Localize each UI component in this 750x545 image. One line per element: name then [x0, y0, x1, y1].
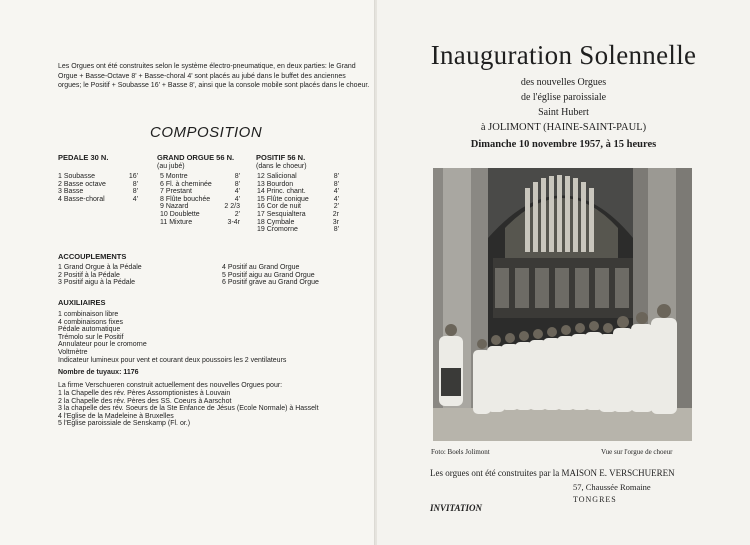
stop-name: 14 Princ. chant.	[257, 188, 306, 196]
list-line: 1 la Chapelle des rév. Pères Assomptionistes à Louvain	[58, 390, 231, 397]
stop-size: 3r	[332, 218, 339, 226]
positif-stops	[257, 173, 339, 234]
stop-row	[160, 196, 240, 204]
stop-row	[58, 173, 138, 181]
list-line: Pédale automatique	[58, 326, 121, 334]
stop-row	[257, 188, 339, 196]
list-line: 2 la Chapelle des rév. Pères des SS. Coeurs à Aarschot	[58, 397, 232, 405]
list-line: 4 Positif au Grand Orgue	[222, 264, 300, 271]
list-line: 2 Positif à la Pédale	[58, 271, 120, 279]
stop-row	[160, 181, 240, 189]
stop-size: 4'	[333, 188, 339, 196]
stop-name: 17 Sesquialtera	[257, 210, 306, 218]
list-line: 4 combinaisons fixes	[58, 318, 123, 326]
stop-size: 3-4r	[227, 218, 240, 226]
stop-row	[257, 181, 339, 189]
stop-size: 2'	[234, 210, 240, 218]
photo-credit: Foto: Boels Jolimont	[431, 448, 490, 456]
stop-row	[160, 173, 240, 181]
list-line: 5 l'Eglise paroissiale de Senskamp (Fl. or.)	[58, 420, 191, 428]
photo-caption: Vue sur l'orgue de choeur	[601, 448, 673, 456]
stop-name: 13 Bourdon	[257, 180, 294, 188]
subtitle-line: des nouvelles Orgues	[520, 77, 607, 88]
list-line: 4 l'Eglise de la Madeleine à Bruxelles	[58, 412, 174, 420]
stop-size: 8'	[234, 173, 240, 180]
stop-name: 7 Prestant	[160, 188, 192, 196]
stop-row	[257, 173, 339, 181]
pedale-heading: PEDALE 30 N.	[58, 153, 109, 162]
builder-address: 57, Chaussée Romaine	[573, 482, 651, 492]
builder-line	[430, 468, 675, 478]
positif-heading: POSITIF 56 N. (dans le choeur)	[256, 153, 307, 170]
subtitle-line: de l'église paroissiale	[520, 92, 607, 103]
stop-name: 10 Doublette	[160, 210, 200, 218]
stop-row	[58, 196, 138, 204]
stop-row	[257, 203, 339, 211]
stop-row	[160, 203, 240, 211]
right-page	[377, 0, 750, 545]
builder-city: TONGRES	[573, 495, 617, 504]
stop-size: 8'	[132, 188, 138, 196]
stop-name: 12 Salicional	[257, 173, 297, 180]
list-line: 1 Grand Orgue à la Pédale	[58, 264, 142, 271]
stop-name: 11 Mixture	[160, 218, 193, 226]
event-date: Dimanche 10 novembre 1957, à 15 heures	[470, 139, 657, 150]
accouplements-col1	[58, 264, 142, 287]
subtitle-block	[377, 75, 750, 120]
stop-name: 1 Soubasse	[58, 173, 95, 180]
stop-row	[160, 188, 240, 196]
stop-row	[257, 226, 339, 234]
list-line: 5 Positif aigu au Grand Orgue	[222, 271, 315, 279]
stop-name: 16 Cor de nuit	[257, 203, 301, 211]
stop-name: 5 Montre	[160, 173, 188, 180]
event-place: à JOLIMONT (HAINE-SAINT-PAUL)	[480, 122, 647, 133]
stop-name: 9 Nazard	[160, 203, 189, 211]
grand-orgue-heading: GRAND ORGUE 56 N. (au jubé)	[157, 153, 235, 170]
firme-list	[58, 390, 319, 428]
auxiliaires-heading: AUXILIAIRES	[58, 298, 106, 307]
stop-size: 4'	[333, 195, 339, 203]
accouplements-heading: ACCOUPLEMENTS	[58, 252, 127, 261]
subtitle-line: Saint Hubert	[538, 107, 589, 118]
stop-size: 8'	[333, 226, 339, 234]
list-line: 1 combinaison libre	[58, 311, 119, 318]
stop-size: 8'	[234, 180, 240, 188]
stop-size: 4'	[132, 195, 138, 203]
stop-row	[257, 219, 339, 227]
list-line: Voltmètre	[58, 348, 88, 356]
pedale-stops	[58, 173, 138, 203]
stop-size: 16'	[128, 173, 138, 180]
stop-size: 8'	[333, 180, 339, 188]
invitation-label: INVITATION	[430, 503, 483, 513]
stop-size: 2 2/3	[224, 203, 240, 211]
list-line: Trémolo sur le Positif	[58, 333, 124, 341]
stop-name: 3 Basse	[58, 188, 84, 196]
event-title: Inauguration Solennelle	[430, 40, 697, 70]
stop-row	[257, 196, 339, 204]
stop-row	[58, 181, 138, 189]
stop-name: 19 Cromorne	[257, 226, 298, 234]
grand-orgue-stops	[160, 173, 240, 226]
stop-size: 4'	[234, 195, 240, 203]
list-line: Indicateur lumineux pour vent et courant deux poussoirs les 2 ventilateurs	[58, 356, 287, 364]
builder-name: MAISON E. VERSCHUEREN	[561, 468, 675, 478]
stop-name: 6 Fl. à cheminée	[160, 180, 212, 188]
list-line: 6 Positif grave au Grand Orgue	[222, 279, 319, 287]
stop-size: 4'	[234, 188, 240, 196]
composition-title: COMPOSITION	[150, 124, 263, 141]
stop-name: 2 Basse octave	[58, 180, 106, 188]
stop-size: 8'	[333, 173, 339, 180]
accouplements-col2	[222, 264, 319, 287]
auxiliaires-list	[58, 311, 286, 364]
stop-row	[160, 211, 240, 219]
stop-size: 2'	[333, 203, 339, 211]
list-line: Annulateur pour le cromorne	[58, 341, 147, 349]
stop-name: 8 Flûte bouchée	[160, 195, 211, 203]
builder-lead: Les orgues ont été construites par la	[430, 468, 560, 478]
stop-row	[58, 188, 138, 196]
stop-size: 2r	[332, 210, 339, 218]
stop-name: 15 Flûte conique	[257, 195, 309, 203]
stop-size: 8'	[132, 180, 138, 188]
choir-photo	[433, 168, 692, 441]
tuyaux-count: Nombre de tuyaux: 1176	[58, 369, 139, 376]
firme-lead: La firme Verschueren construit actuellement des nouvelles Orgues pour:	[58, 382, 283, 389]
stop-name: 18 Cymbale	[257, 218, 295, 226]
list-line: 3 Positif aigu à la Pédale	[58, 279, 136, 287]
stop-row	[160, 219, 240, 227]
list-line: 3 la chapelle des rév. Soeurs de la Ste Enfance de Jésus (Ecole Normale) à Hasselt	[58, 405, 319, 413]
intro-paragraph: Les Orgues ont été construites selon le système électro-pneumatique, en deux parties: le Grand Orgue + Basse-Octave 8' + Basse-choral 4' sont placés au jubé dans le buffet des anciennes orgues; le Positif + Soubasse 16' + Basse 8', ainsi que la console mobile sont placés dans le choeur.	[58, 63, 370, 90]
stop-row	[257, 211, 339, 219]
stop-name: 4 Basse-choral	[58, 195, 105, 203]
